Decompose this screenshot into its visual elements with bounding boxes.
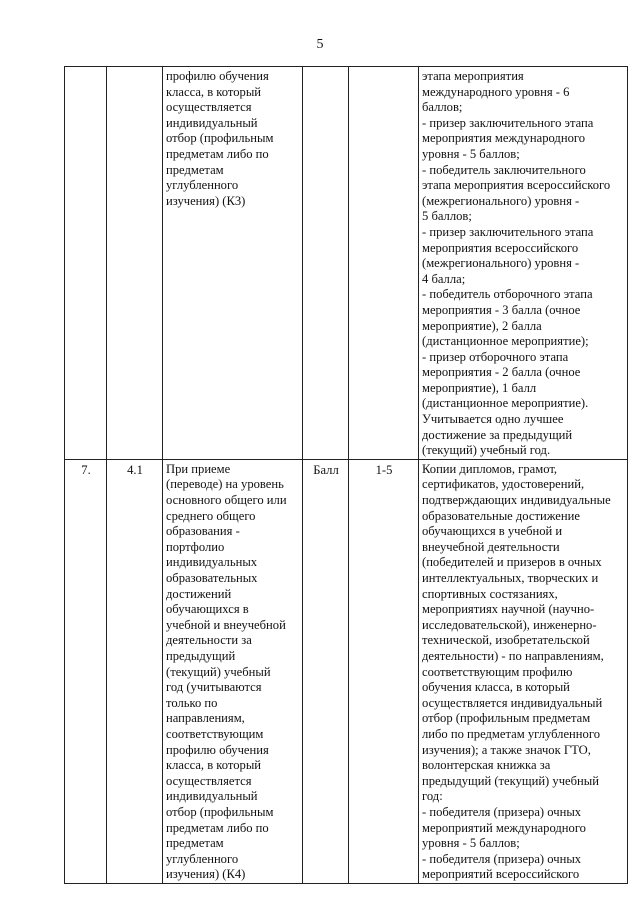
documents-cell: Копии дипломов, грамот, сертификатов, удостоверений, подтверждающих индивидуальные образовательные достижение обучающихся в учебной и внеучебной деятельности (победителей и призеров в очных интеллектуальных, творческих и спортивных состязаниях, мероприятиях научной (научно- исследовательской), инженерно- технической, изобретательской деятельности) - по направлениям, соответствующим профилю обучения класса, в который осуществляется индивидуальный отбор (профильным предметам либо по предметам углубленного изучения); а также значок ГТО, волонтерская книжка за предыдущий (текущий) учебный год: - победителя (призера) очных мероприятий международного уровня - 5 баллов; - победителя (призера) очных мероприятий всероссийского: [419, 459, 628, 883]
row-number-cell: [65, 67, 107, 460]
criterion-code-cell: 4.1: [107, 459, 163, 883]
table-row: [65, 67, 628, 460]
unit-cell: [303, 67, 349, 460]
unit-cell: Балл: [303, 459, 349, 883]
criteria-table: [64, 66, 628, 884]
criterion-code-cell: [107, 67, 163, 460]
row-number-cell: 7.: [65, 459, 107, 883]
score-range-cell: [349, 67, 419, 460]
criterion-text-cell: При приеме (переводе) на уровень основного общего или среднего общего образования - портфолио индивидуальных образовательных достижений обучающихся в учебной и внеучебной деятельности за предыдущий (текущий) учебный год (учитываются только по направлениям, соответствующим профилю обучения класса, в который осуществляется индивидуальный отбор (профильным предметам либо по предметам углубленного изучения) (К4): [163, 459, 303, 883]
criterion-text-cell: профилю обучения класса, в который осуществляется индивидуальный отбор (профильным предметам либо по предметам углубленного изучения) (К3): [163, 67, 303, 460]
page-number: 5: [316, 37, 324, 52]
score-range-cell: 1-5: [349, 459, 419, 883]
table-row: [65, 459, 628, 883]
documents-cell: этапа мероприятия международного уровня - 6 баллов; - призер заключительного этапа мероприятия международного уровня - 5 баллов; - победитель заключительного этапа мероприятия всероссийского (межрегионального) уровня - 5 баллов; - призер заключительного этапа мероприятия всероссийского (межрегионального) уровня - 4 балла; - победитель отборочного этапа мероприятия - 3 балла (очное мероприятие), 2 балла (дистанционное мероприятие); - призер отборочного этапа мероприятия - 2 балла (очное мероприятие), 1 балл (дистанционное мероприятие). Учитывается одно лучшее достижение за предыдущий (текущий) учебный год.: [419, 67, 628, 460]
